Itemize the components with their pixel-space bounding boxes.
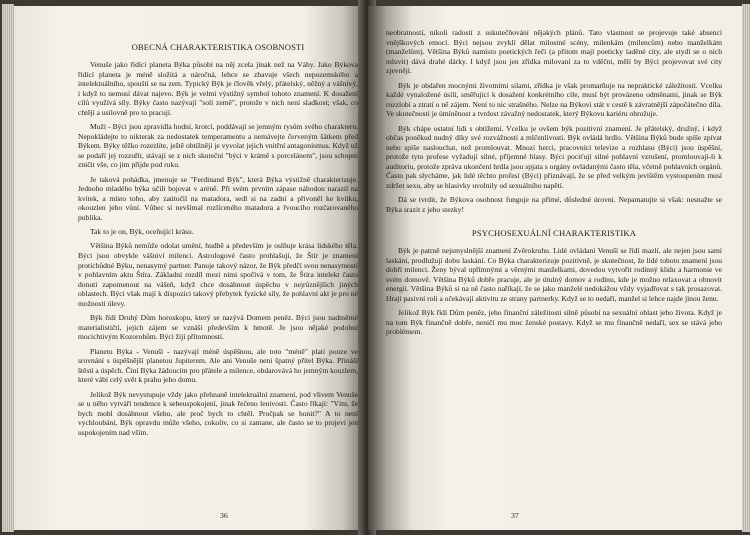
paragraph: Tak to je on, Býk, oceňující krásu. (90, 227, 194, 237)
paragraph: Býk je patrně nejsmyslnější znamení Zvěrokruhu. Lidé ovládaní Venuší se řídí mazlí, ale nejen jsou sami laskáni, prodlužují dobu laskání. Co Býka charakterizuje pozitivně, je skutečnost, že lidé tohoto znamení jsou dobří milenci. Ženy býval upřímnými a věrnými manželkami, dovedou vytvořit rodinný klidu a harmonie ve svém domově. Většina Býků dobře pracuje, ale je útulný domov a rodinu, kde je možno relaxovat a obnovit energii. Většina Býků si na ně často naříkají, že se jako manželé nedokážou vždy vyjadřovat s tak prosazovat. Hrají pasivní roli a očekávají aktivitu ze strany partnerky. Když se to nedaří, manžel si lehce najde jinou ženu. (386, 246, 722, 303)
paragraph: Býk řídí Druhý Dům horoskopu, který se nazývá Domem peněz. Býci jsou nadměrně materialističtí, jejich zájem se vznáší především k hmotě. Je jsou nějaké podobní mocichtivým Kozorohům. Býci žijí přítomností. (78, 313, 358, 342)
paragraph: Býk chápe ostatní lidi s obtížemi. Vcelku je ovšem býk pozitivní znamení. Je přátelský, družný, i když občas poněkud nudný díky své rozvážnosti a mlčenlivosti. Býk ovládá hrdlo. Většina Býků bude spíše zpívat nebo spíše naslouchat, než promlouvat. Mnozí herci, pracovníci televize a rozhlasu (Býci) jsou úspěšní, protože tyto profese vyžadují silné, příjemné hlasy. Býci pociťují silné pohlavní vzrušení, promlouvají-li k auditoriu, protože zpráva ukončení hrdla jsou spjata s orgány ovládanými často těla, včetně pohlavních orgánů. Často pak slycháme, jak lidé těchto profesí (Býci) přiznávají, že se před velkým jevištěm vystoupením musí zdržet sexu, aby se hlasivky uvolnily od sexuálního napětí. (386, 123, 722, 190)
paragraph: Býk je obdařen mocnými životními silami, zřídka je však promarňuje na nepraktické záležitosti. Vcelku každé vynaložené úsilí, směřující k dosažení konkrétního cíle, musí být provázeno odměnami, jinak se Býk rozzlobí a ztratí o ně zájem. Není to nic strašného. Nelze na Býkovi stát v cestě k závratnější zápočátečno díla. Ve skutečnosti je úmíněnost a tvrdost závažný nedostatek, který Býkovu kariéru ohrožuje. (386, 80, 722, 119)
left-page (14, 6, 368, 530)
paragraph: neobratností, nikoli radostí z uskutečňování nějakých plánů. Tato vlastnost se projevuje také absencí vnějškových emocí. Býci nejsou zvyklí dělat milostné scény, milenkám (milencům) nebo manželkám (manželům). Většina Býků namísto poetických řečí (a přitom mají poeticky laděné city, ale stydí se o nich mluvit) dává drahé dárky. I když jsou jen zřídka milovaní za to vděčni, mělí by Býci projevovat své city zjevněji. (386, 28, 722, 76)
paragraph: Muži - Býci jsou zpravidla hodní, krotcí, poddávají se jemným rysům svého charakteru. Nepokládejte to nikterak za nedostatek temperamentu a nemávejte červeným šátkem před Býkem. Býky těžko rozezlíte, ještě obtížněji je vyvolat jejich vnitřní antagonismus. Když už se podaří jej rozzuřit, stávají se z nich skuteční "býci v krámě s porcelánem", jsou schopni zničit vše, co jim přijde pod ruku. (78, 122, 358, 170)
paragraph: Většina Býků nemůže odolat umění, hudbě a především je oslňuje krása lidského těla. Býci jsou obvykle vášniví milenci. Astrologové často prohlašují, že Štír je znamení protichůdné Býku, nenasytný partner. Panuje takový názor, že Býk předčí svou nenasytností v pohlavním aktu Štíra. Základní rozdíl mezi nimi spočívá v tom, že Štíra intelekt často donutí zapomenout na vášeň, když chce dosáhnout úspěchu v nejrůznějších jiných oblastech. Býci však mají k dispozici takový přebytek fyzické síly, že pohlavní akt je pro ně možností úlevy. (78, 241, 358, 308)
right-heading: PSYCHOSEXUÁLNÍ CHARAKTERISTIKA (471, 228, 637, 239)
left-heading: OBECNÁ CHARAKTERISTIKA OSOBNOSTI (131, 42, 305, 52)
paragraph: Jelikož Býk řídí Dům peněz, jeho finanční záležitosti silně působí na sexuální oblast jeho života. Když je na tom Býk finančně dobře, neničí mu moc ženské postavy. Když se mu finančně nedaří, sex se stává jeho problémem. (386, 308, 722, 337)
page-number: 36 (220, 511, 228, 520)
right-page (368, 6, 742, 530)
paragraph: Je taková pohádka, jmenuje se "Ferdinand Býk", která Býka výstižně charakterizuje. Jednoho mladého býka učili bojovat v aréně. Při svém prvním zápase náhodou narazil na kvítek, a místo toho, aby zaútočil na matadora, sedl si na zadní a přivoněl ke kvítku, okouzlen jeho vůní. Vůbec si nevšímal rozlíceného matadora a řvoucího rozčarovaného publika. (78, 174, 358, 222)
paragraph: Venuše jako řídící planeta Býka působí na něj zcela jinak než na Váhy. Jako Býkova řídící planeta je méně složitá a náročná, lehce se zbavuje všech nepozemského a intelektuálního, spouští se na zem. Typický Býk je člověk vřelý, přátelský, něžný a vášnivý, i když to nemusí dávat najevo. Býk je velmi výstižný symbol tohoto znamení. K dosažení cílů využívá síly. Býky často nazývají "solí země", protože v nich není sladkost; však, co chtějí a usilovně pro to pracují. (78, 60, 358, 117)
page-edges-right (742, 4, 750, 532)
paragraph: Planetu Býka - Venuši - nazývají méně úspěšnou, ale toto "méně" platí pouze ve srovnání s úspěšnější planetou Jupiterem. Ale ani Venuše není špatný přítel Býka. Přináší štěstí a úspěch. Činí Býka žádoucím pro přátele a milence, obdarovává ho jemným kouzlem, které vábí celý svět k prahu jeho domu. (78, 346, 358, 385)
paragraph: Jelikož Býk nevystupuje vždy jako přehnaně intelektuální znamení, pod vlivem Venuše se u něho vytváří tendence k sebeuspokojení, jinak řečeno lenivosti. Často říkají: "Vím, že bych mohl dosáhnout všeho, ale proč bych to chtěl. Pročpak se honit?" A to není vychloubání, Býk opravdu může všeho, cokoliv, co si zamane, ale často se to projeví jen uspokojením nad vším. (78, 389, 358, 437)
paragraph: Dá se tvrdit, že Býkova osobnost funguje na přímé, důsledné úrovni. Nepamatujte si však: nesnažte se Býka srazit z jeho stezky! (386, 195, 722, 214)
page-number: 37 (511, 511, 519, 520)
page-edges-left (2, 4, 14, 532)
